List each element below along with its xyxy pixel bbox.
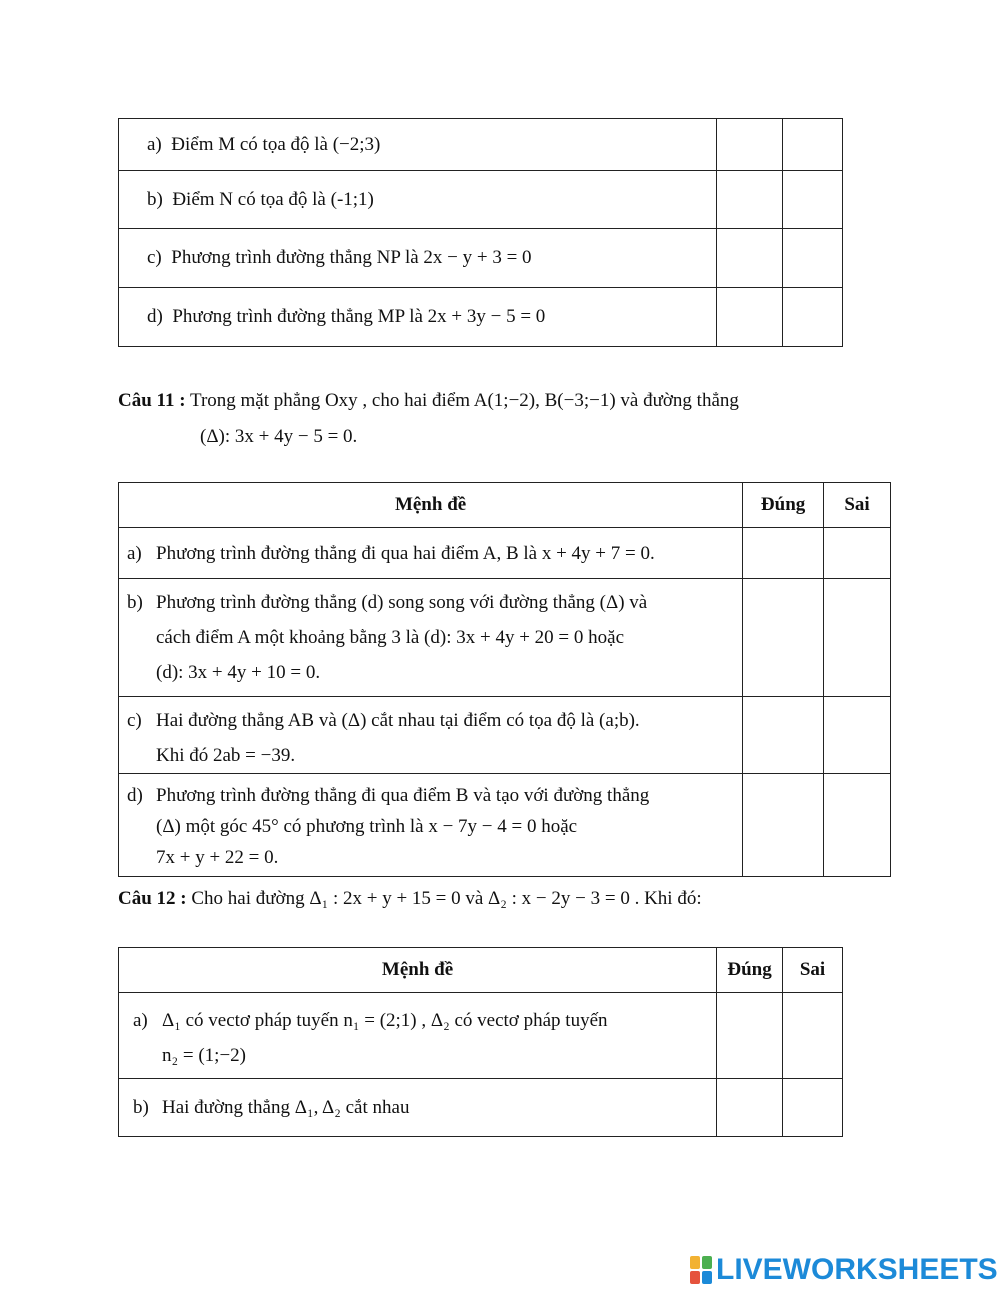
false-answer-cell[interactable] — [783, 288, 843, 347]
statement-table-2 — [118, 482, 891, 877]
true-answer-cell[interactable] — [717, 1079, 783, 1137]
statement-line: n₂ = (1;−2) — [162, 1045, 246, 1066]
item-label: c) — [147, 247, 162, 268]
table-row — [119, 119, 843, 171]
item-label: a) — [127, 542, 142, 564]
statement-cell — [119, 1079, 717, 1137]
question-text: Cho hai đường Δ₁ : 2x + y + 15 = 0 và Δ₂ : x − 2y − 3 = 0 . Khi đó: — [191, 888, 702, 909]
logo-text: LIVEWORKSHEETS — [716, 1253, 998, 1286]
false-answer-cell[interactable] — [824, 697, 891, 774]
statement-cell — [119, 288, 717, 347]
header-true: Đúng — [717, 948, 783, 993]
statement-line: Phương trình đường thẳng đi qua điểm B và tạo với đường thẳng — [156, 785, 650, 806]
statement-text: Hai đường thẳng Δ₁, Δ₂ cắt nhau — [162, 1097, 410, 1118]
question-12 — [118, 882, 702, 916]
table-row — [119, 993, 843, 1079]
header-statement: Mệnh đề — [119, 948, 717, 993]
statement-cell — [119, 697, 743, 774]
false-answer-cell[interactable] — [783, 229, 843, 288]
question-11-line2 — [200, 420, 357, 454]
statement-text: Phương trình đường thẳng đi qua hai điểm A, B là x + 4y + 7 = 0. — [156, 542, 655, 564]
header-row — [119, 483, 891, 528]
item-label: b) — [133, 1097, 149, 1118]
statement-text: Phương trình đường thẳng NP là 2x − y + 3 = 0 — [171, 247, 532, 268]
item-label: b) — [147, 188, 163, 210]
statement-line: Phương trình đường thẳng (d) song song với đường thẳng (Δ) và — [156, 592, 648, 613]
true-answer-cell[interactable] — [743, 774, 824, 877]
false-answer-cell[interactable] — [783, 119, 843, 171]
statement-line: cách điểm A một khoảng bằng 3 là (d): 3x + 4y + 20 = 0 hoặc — [156, 627, 624, 648]
false-answer-cell[interactable] — [783, 1079, 843, 1137]
statement-text: Điểm N có tọa độ là (-1;1) — [172, 188, 374, 210]
statement-cell — [119, 171, 717, 229]
statement-line: (d): 3x + 4y + 10 = 0. — [156, 662, 321, 683]
question-11 — [118, 384, 739, 418]
statement-line: Hai đường thẳng AB và (Δ) cắt nhau tại điểm có tọa độ là (a;b). — [156, 710, 640, 731]
statement-line: Khi đó 2ab = −39. — [156, 745, 296, 766]
false-answer-cell[interactable] — [824, 528, 891, 579]
table-row — [119, 579, 891, 697]
false-answer-cell[interactable] — [783, 993, 843, 1079]
logo-icon — [690, 1256, 712, 1284]
header-statement: Mệnh đề — [119, 483, 743, 528]
question-number: Câu 12 : — [118, 888, 187, 909]
true-answer-cell[interactable] — [717, 119, 783, 171]
table-row — [119, 229, 843, 288]
statement-cell — [119, 993, 717, 1079]
table-row — [119, 171, 843, 229]
statement-text: Phương trình đường thẳng MP là 2x + 3y − 5 = 0 — [172, 306, 546, 327]
question-equation: (Δ): 3x + 4y − 5 = 0. — [200, 426, 358, 447]
true-answer-cell[interactable] — [743, 528, 824, 579]
statement-cell — [119, 579, 743, 697]
false-answer-cell[interactable] — [783, 171, 843, 229]
true-answer-cell[interactable] — [717, 993, 783, 1079]
table-row — [119, 528, 891, 579]
statement-table-1 — [118, 118, 843, 347]
table-row — [119, 288, 843, 347]
liveworksheets-logo — [690, 1250, 998, 1290]
item-label: a) — [133, 1010, 148, 1031]
statement-cell — [119, 528, 743, 579]
header-false: Sai — [783, 948, 843, 993]
item-label: b) — [127, 592, 143, 613]
statement-cell — [119, 229, 717, 288]
table-row — [119, 774, 891, 877]
true-answer-cell[interactable] — [717, 171, 783, 229]
true-answer-cell[interactable] — [717, 288, 783, 347]
statement-cell — [119, 119, 717, 171]
item-label: c) — [127, 710, 142, 731]
statement-text: Điểm M có tọa độ là (−2;3) — [171, 133, 381, 155]
statement-line: (Δ) một góc 45° có phương trình là x − 7y − 4 = 0 hoặc — [156, 816, 578, 837]
header-row — [119, 948, 843, 993]
item-label: d) — [127, 785, 143, 806]
statement-cell — [119, 774, 743, 877]
question-text: Trong mặt phẳng Oxy , cho hai điểm A(1;−2), B(−3;−1) và đường thẳng — [190, 390, 739, 411]
false-answer-cell[interactable] — [824, 774, 891, 877]
true-answer-cell[interactable] — [743, 579, 824, 697]
statement-line: 7x + y + 22 = 0. — [156, 847, 279, 868]
true-answer-cell[interactable] — [743, 697, 824, 774]
table-row — [119, 1079, 843, 1137]
table-row — [119, 697, 891, 774]
item-label: d) — [147, 306, 163, 327]
true-answer-cell[interactable] — [717, 229, 783, 288]
false-answer-cell[interactable] — [824, 579, 891, 697]
statement-table-3 — [118, 947, 843, 1137]
statement-line: Δ₁ có vectơ pháp tuyến n₁ = (2;1) , Δ₂ có vectơ pháp tuyến — [162, 1010, 608, 1031]
header-false: Sai — [824, 483, 891, 528]
item-label: a) — [147, 133, 162, 155]
question-number: Câu 11 : — [118, 390, 186, 411]
header-true: Đúng — [743, 483, 824, 528]
